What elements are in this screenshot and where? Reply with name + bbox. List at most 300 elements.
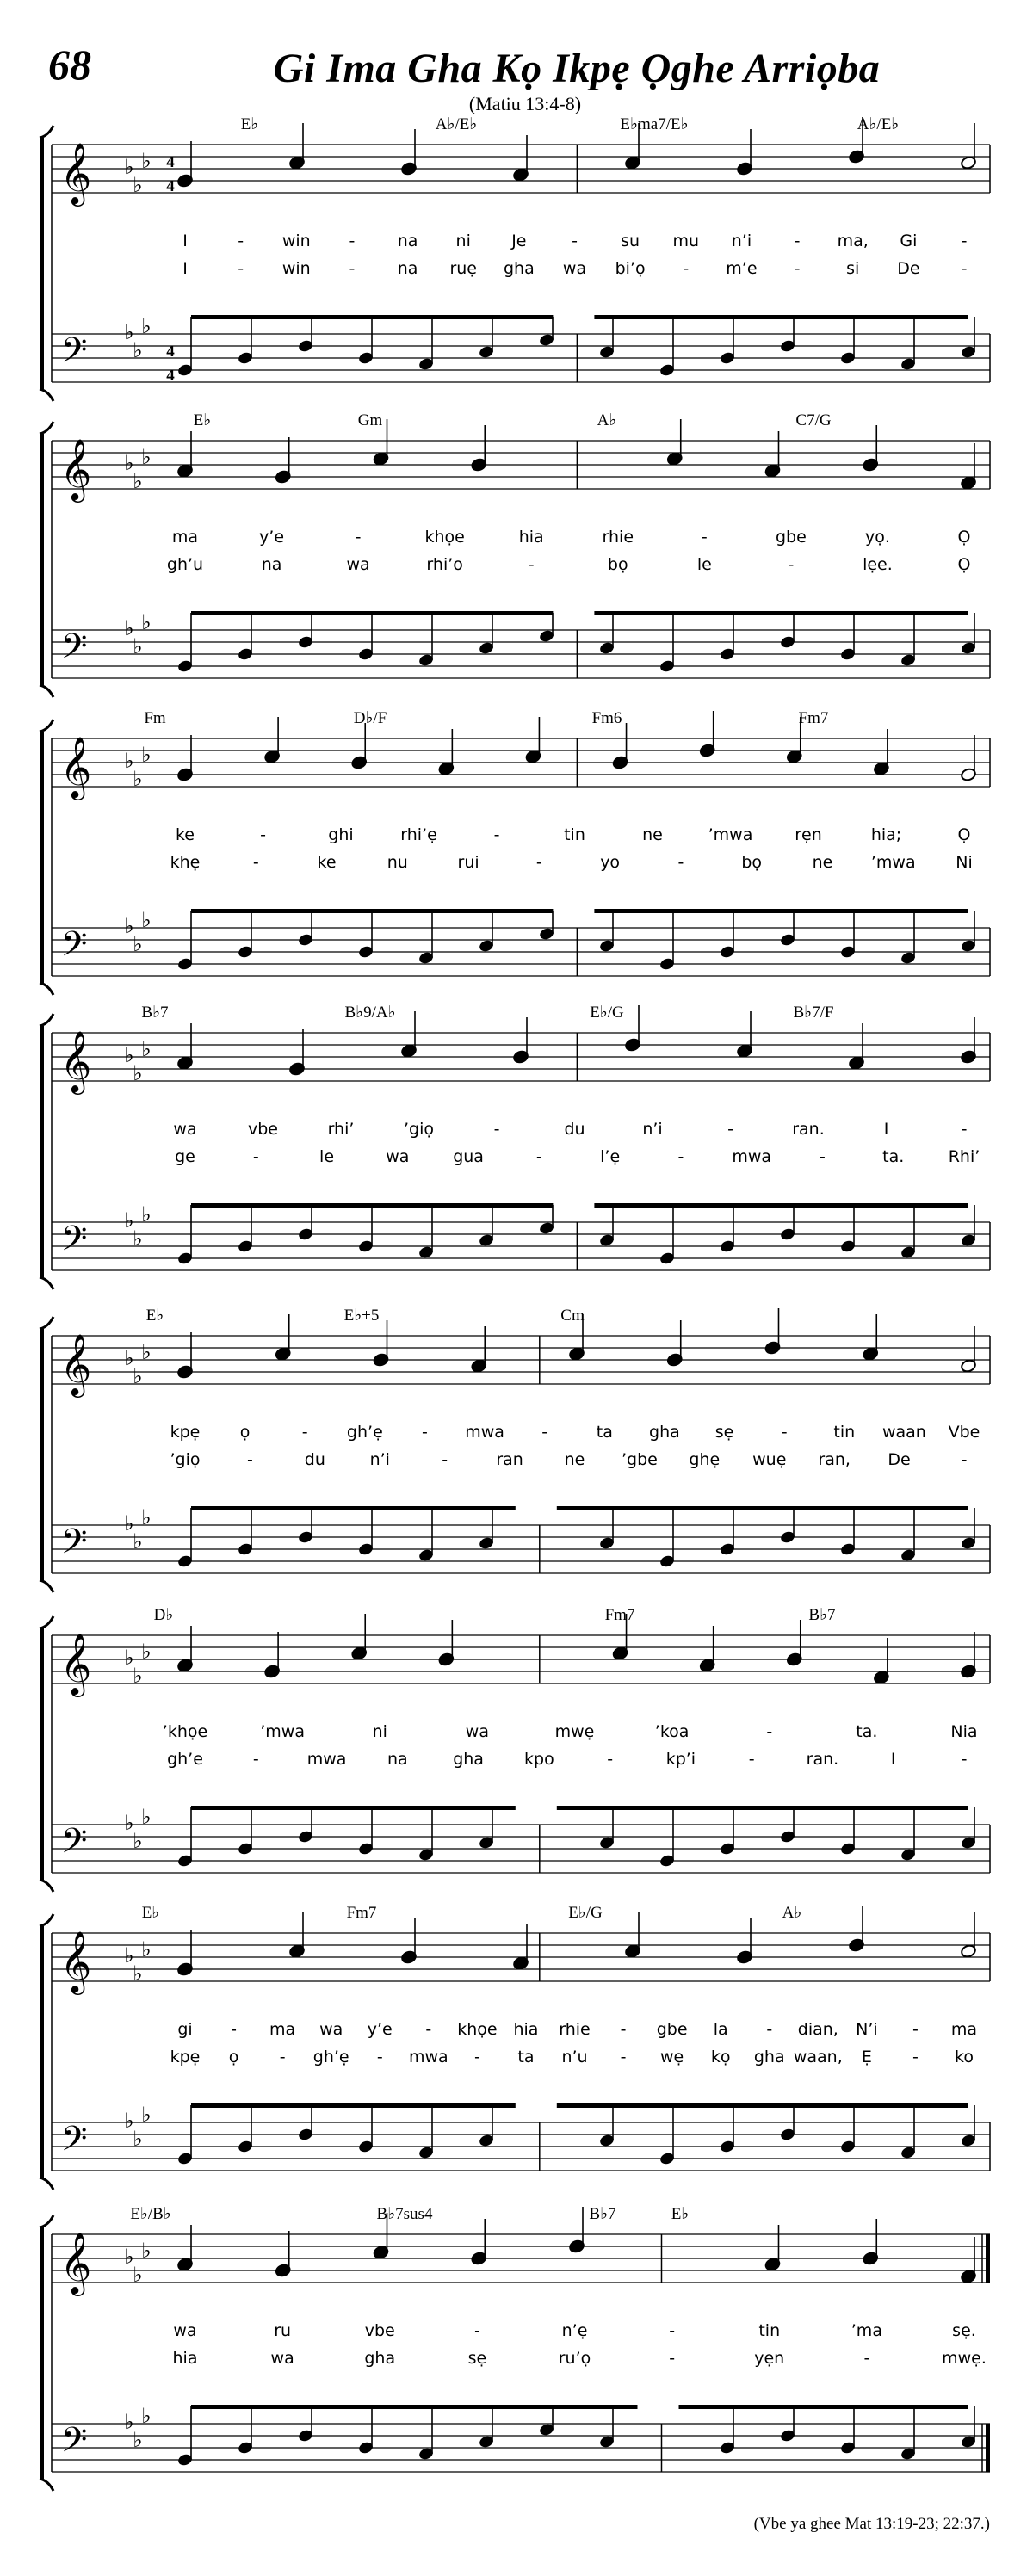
bracket-hook	[40, 1014, 53, 1026]
lyric-verse-2-syllable: mwẹ.	[942, 2349, 987, 2368]
lyric-verse-1-syllable: -	[493, 1120, 500, 1139]
key-signature-flat: ♭	[124, 1511, 134, 1535]
chord-symbol: B♭7	[589, 2205, 616, 2223]
lyric-verse-1-syllable: n’ẹ	[561, 2321, 588, 2340]
lyric-verse-1-syllable: tin	[758, 2321, 781, 2340]
bracket-hook	[40, 1616, 53, 1628]
chord-symbol: Fm7	[798, 709, 829, 727]
lyric-verse-1-syllable: gi	[177, 2020, 193, 2039]
lyric-verse-1-syllable: rhi’	[327, 1120, 355, 1139]
lyric-verse-2-syllable: -	[748, 1750, 755, 1769]
key-signature-flat: ♭	[141, 908, 152, 932]
lyric-verse-2-syllable: kpẹ	[170, 2048, 201, 2066]
lyric-verse-2-syllable: gha	[753, 2048, 785, 2066]
lyric-verse-1-syllable: ta	[596, 1423, 613, 1442]
lyric-verse-2-syllable: Ọ	[957, 555, 971, 574]
chord-symbol: Cm	[560, 1307, 585, 1325]
key-signature-flat: ♭	[124, 1208, 134, 1232]
lyric-verse-1-syllable: ’khọe	[162, 1722, 208, 1741]
lyric-verse-2-syllable: lẹe.	[863, 555, 893, 574]
key-signature-flat: ♭	[124, 2410, 134, 2434]
lyric-verse-1-syllable: ke	[175, 825, 195, 844]
lyric-verse-1-syllable: ọ	[239, 1423, 251, 1442]
chord-symbol: E♭+5	[343, 1307, 380, 1325]
lyric-verse-2-syllable: ne	[564, 1450, 585, 1469]
lyric-verse-1-syllable: -	[231, 2020, 237, 2039]
chord-symbol: E♭/G	[590, 1004, 624, 1022]
lyric-verse-1-syllable: ru	[274, 2321, 292, 2340]
bass-clef: 𝄢	[60, 2119, 88, 2167]
time-signature-denominator: 4	[166, 177, 175, 195]
chord-symbol: B♭7/F	[793, 1004, 834, 1022]
lyric-verse-2-syllable: -	[376, 2048, 383, 2066]
key-signature-flat: ♭	[133, 1961, 143, 1986]
lyric-verse-1-syllable: -	[781, 1423, 788, 1442]
lyric-verse-2-syllable: Ni	[956, 853, 973, 872]
beam	[191, 1506, 516, 1510]
key-signature-flat: ♭	[133, 1364, 143, 1388]
lyric-verse-1-syllable: vbe	[248, 1120, 278, 1139]
lyric-verse-1-syllable: -	[701, 528, 708, 547]
key-signature-flat: ♭	[141, 1037, 152, 1061]
lyric-verse-1-syllable: rẹn	[795, 825, 822, 844]
lyric-verse-1-syllable: Ọ	[957, 528, 971, 547]
lyric-verse-1-syllable: vbe	[364, 2321, 395, 2340]
key-signature-flat: ♭	[141, 445, 152, 469]
beam	[191, 1203, 553, 1208]
lyric-verse-1-syllable: rhi’ẹ	[400, 825, 437, 844]
lyric-verse-1-syllable: wa	[173, 1120, 197, 1139]
lyric-verse-1-syllable: ma	[269, 2020, 296, 2039]
chord-symbol: B♭7	[808, 1606, 836, 1624]
chord-symbol: E♭	[240, 115, 259, 133]
footnote-reference: (Vbe ya ghee Mat 13:19-23; 22:37.)	[753, 2515, 990, 2533]
key-signature-flat: ♭	[124, 616, 134, 640]
system-bracket	[40, 1329, 44, 1580]
system-bracket	[40, 732, 44, 983]
lyric-verse-1-syllable: -	[766, 2020, 773, 2039]
lyric-verse-1-syllable: rhie	[559, 2020, 591, 2039]
key-signature-flat: ♭	[141, 1640, 152, 1664]
lyric-verse-2-syllable: le	[696, 555, 712, 574]
lyric-verse-2-syllable: ru’ọ	[558, 2349, 591, 2368]
lyric-verse-1-syllable: khọe	[457, 2020, 498, 2039]
key-signature-flat: ♭	[124, 1646, 134, 1670]
lyric-verse-2-syllable: rhi’o	[426, 555, 463, 574]
lyric-verse-2-syllable: Ẹ	[861, 2048, 872, 2066]
lyric-verse-1-syllable: -	[912, 2020, 919, 2039]
chord-symbol: B♭7sus4	[376, 2205, 433, 2223]
beam	[557, 1806, 968, 1810]
lyric-verse-2-syllable: -	[863, 2349, 870, 2368]
lyric-verse-1-syllable: mu	[672, 232, 700, 250]
lyric-verse-1-syllable: -	[425, 2020, 432, 2039]
lyric-verse-1-syllable: mwa	[465, 1423, 504, 1442]
key-signature-flat: ♭	[124, 320, 134, 344]
chord-symbol: Fm7	[604, 1606, 635, 1624]
key-signature-flat: ♭	[124, 1346, 134, 1370]
lyric-verse-2-syllable: -	[252, 1147, 259, 1166]
lyric-verse-2-syllable: -	[912, 2048, 919, 2066]
bass-clef: 𝄢	[60, 1821, 88, 1869]
lyric-verse-2-syllable: ọ	[228, 2048, 239, 2066]
key-signature-flat: ♭	[141, 314, 152, 338]
chord-symbol: Gm	[357, 411, 383, 429]
chord-symbol: Fm	[144, 709, 166, 727]
lyric-verse-1-syllable: wa	[173, 2321, 197, 2340]
staff-system	[40, 411, 990, 697]
lyric-verse-1-syllable: Gi	[900, 232, 918, 250]
lyric-verse-2-syllable: gh’u	[166, 555, 204, 574]
lyric-verse-2-syllable: -	[677, 1147, 684, 1166]
lyric-verse-2-syllable: gha	[503, 259, 535, 278]
lyric-verse-2-syllable: ran.	[806, 1750, 839, 1769]
lyric-verse-2-syllable: wa	[386, 1147, 410, 1166]
lyric-verse-1-syllable: -	[766, 1722, 773, 1741]
key-signature-flat: ♭	[141, 1505, 152, 1529]
lyric-verse-1-syllable: -	[727, 1120, 733, 1139]
key-signature-flat: ♭	[133, 767, 143, 791]
lyric-verse-1-syllable: Vbe	[948, 1423, 980, 1442]
chord-symbol: A♭	[782, 1904, 802, 1922]
lyric-verse-2-syllable: khẹ	[170, 853, 201, 872]
lyric-verse-2-syllable: m’e	[726, 259, 758, 278]
lyric-verse-2-syllable: -	[788, 555, 795, 574]
hymn-title: Gi Ima Gha Kọ Ikpẹ Ọghe Arriọba	[273, 46, 881, 91]
lyric-verse-2-syllable: mwa	[306, 1750, 347, 1769]
time-signature-denominator: 4	[166, 367, 175, 385]
lyric-verse-2-syllable: -	[683, 259, 690, 278]
beam	[594, 1203, 968, 1208]
system-bracket	[40, 434, 44, 685]
lyric-verse-1-syllable: gh’ẹ	[346, 1423, 383, 1442]
lyric-verse-1-syllable: ta.	[856, 1722, 878, 1741]
lyric-verse-2-syllable: -	[442, 1450, 448, 1469]
lyric-verse-1-syllable: ’giọ	[403, 1120, 435, 1139]
lyric-verse-1-syllable: -	[961, 232, 968, 250]
chord-symbol: A♭/E♭	[435, 115, 478, 133]
staff-system	[40, 1606, 990, 1892]
key-signature-flat: ♭	[133, 2263, 143, 2287]
bass-clef: 𝄢	[60, 924, 88, 973]
chord-symbol: D♭/F	[353, 709, 387, 727]
lyric-verse-1-syllable: ’mwa	[260, 1722, 305, 1741]
lyric-verse-2-syllable: gh’ẹ	[312, 2048, 349, 2066]
lyric-verse-1-syllable: Nia	[950, 1722, 978, 1741]
key-signature-flat: ♭	[141, 1340, 152, 1364]
treble-clef: 𝄞	[59, 1332, 92, 1395]
bracket-hook	[40, 983, 53, 995]
lyric-verse-2-syllable: si	[846, 259, 860, 278]
key-signature-flat: ♭	[133, 1226, 143, 1251]
lyric-verse-1-syllable: waan	[881, 1423, 926, 1442]
treble-clef: 𝄞	[59, 1930, 92, 1992]
key-signature-flat: ♭	[141, 1805, 152, 1829]
lyric-verse-1-syllable: kpẹ	[170, 1423, 201, 1442]
lyric-verse-2-syllable: ge	[175, 1147, 195, 1166]
lyric-verse-1-syllable: sẹ	[714, 1423, 734, 1442]
lyric-verse-1-syllable: -	[620, 2020, 627, 2039]
lyric-verse-1-syllable: Ọ	[957, 825, 971, 844]
lyric-verse-2-syllable: n’i	[369, 1450, 390, 1469]
lyric-verse-1-syllable: -	[422, 1423, 428, 1442]
beam	[191, 909, 553, 913]
lyric-verse-1-syllable: ma,	[837, 232, 869, 250]
chord-symbol: E♭ma7/E♭	[620, 115, 689, 133]
bass-clef: 𝄢	[60, 1219, 88, 1267]
lyric-verse-2-syllable: -	[535, 1147, 542, 1166]
key-signature-flat: ♭	[133, 2127, 143, 2151]
chord-symbol: E♭	[141, 1904, 160, 1922]
lyric-verse-1-syllable: tin	[564, 825, 585, 844]
lyric-verse-2-syllable: ran	[496, 1450, 523, 1469]
lyric-verse-2-syllable: na	[261, 555, 282, 574]
lyric-verse-1-syllable: I	[182, 232, 188, 250]
lyric-verse-1-syllable: du	[564, 1120, 585, 1139]
lyric-verse-1-syllable: dian,	[797, 2020, 838, 2039]
chord-symbol: A♭	[597, 411, 617, 429]
key-signature-flat: ♭	[133, 1664, 143, 1688]
key-signature-flat: ♭	[124, 2245, 134, 2269]
lyric-verse-2-syllable: ke	[317, 853, 337, 872]
key-signature-flat: ♭	[141, 743, 152, 767]
bracket-hook	[40, 2215, 53, 2227]
lyric-verse-2-syllable: I	[182, 259, 188, 278]
lyric-verse-2-syllable: ne	[812, 853, 833, 872]
lyric-verse-2-syllable: bi’ọ	[615, 259, 646, 278]
lyric-verse-1-syllable: n’i	[731, 232, 752, 250]
lyric-verse-1-syllable: su	[621, 232, 640, 250]
lyric-verse-2-syllable: bọ	[607, 555, 628, 574]
lyric-verse-1-syllable: ma	[171, 528, 199, 547]
lyric-verse-2-syllable: -	[677, 853, 684, 872]
lyric-verse-2-syllable: yẹn	[754, 2349, 785, 2368]
lyric-verse-2-syllable: sẹ	[467, 2349, 487, 2368]
lyric-verse-1-syllable: -	[669, 2321, 676, 2340]
lyric-verse-2-syllable: kp’i	[665, 1750, 696, 1769]
lyric-verse-1-syllable: khọe	[424, 528, 465, 547]
lyric-verse-1-syllable: rhie	[602, 528, 634, 547]
lyric-verse-1-syllable: y’e	[259, 528, 285, 547]
lyric-verse-2-syllable: ’gbe	[621, 1450, 658, 1469]
treble-clef: 𝄞	[59, 735, 92, 798]
lyric-verse-1-syllable: wa	[319, 2020, 343, 2039]
chord-symbol: E♭/B♭	[130, 2205, 171, 2223]
lyric-verse-1-syllable: -	[473, 2321, 480, 2340]
lyric-verse-2-syllable: ran,	[818, 1450, 851, 1469]
staff-system	[40, 115, 990, 401]
lyric-verse-2-syllable: -	[279, 2048, 286, 2066]
treble-clef: 𝄞	[59, 2231, 92, 2294]
hymn-number: 68	[48, 40, 91, 89]
lyric-verse-2-syllable: le	[319, 1147, 335, 1166]
lyric-verse-2-syllable: wẹ	[660, 2048, 684, 2066]
bracket-hook	[40, 1317, 53, 1329]
bass-clef: 𝄢	[60, 2420, 88, 2468]
lyric-verse-2-syllable: ruẹ	[449, 259, 477, 278]
treble-clef: 𝄞	[59, 1029, 92, 1092]
beam	[191, 2405, 638, 2409]
lyric-verse-2-syllable: ta.	[882, 1147, 905, 1166]
chord-symbol: A♭/E♭	[857, 115, 900, 133]
lyric-verse-2-syllable: hia	[172, 2349, 198, 2368]
bracket-hook	[40, 389, 53, 401]
lyric-verse-2-syllable: na	[387, 1750, 408, 1769]
lyric-verse-2-syllable: Rhi’	[948, 1147, 980, 1166]
bracket-hook	[40, 1277, 53, 1289]
lyric-verse-1-syllable: ’mwa	[708, 825, 753, 844]
lyric-verse-1-syllable: gha	[649, 1423, 680, 1442]
system-bracket	[40, 138, 44, 389]
lyric-verse-1-syllable: ne	[642, 825, 663, 844]
lyric-verse-1-syllable: -	[301, 1423, 308, 1442]
lyric-verse-1-syllable: ’koa	[654, 1722, 690, 1741]
lyric-verse-1-syllable: -	[238, 232, 244, 250]
beam	[191, 1806, 516, 1810]
lyric-verse-1-syllable: -	[349, 232, 356, 250]
lyric-verse-2-syllable: ta	[517, 2048, 535, 2066]
lyric-verse-1-syllable: ran.	[792, 1120, 825, 1139]
bracket-hook	[40, 2479, 53, 2491]
lyric-verse-2-syllable: -	[820, 1147, 826, 1166]
system-bracket	[40, 2227, 44, 2479]
staff-system	[40, 1004, 990, 1289]
lyric-verse-1-syllable: Je	[511, 232, 527, 250]
staff-system	[40, 709, 990, 995]
beam	[594, 611, 968, 615]
lyric-verse-1-syllable: -	[961, 1120, 968, 1139]
key-signature-flat: ♭	[141, 1937, 152, 1961]
beam	[594, 909, 968, 913]
lyric-verse-2-syllable: -	[669, 2349, 676, 2368]
lyric-verse-1-syllable: -	[541, 1423, 548, 1442]
lyric-verse-1-syllable: -	[493, 825, 500, 844]
chord-symbol: B♭7	[141, 1004, 169, 1022]
lyric-verse-2-syllable: nu	[387, 853, 408, 872]
lyric-verse-1-syllable: la	[713, 2020, 728, 2039]
system-bracket	[40, 1026, 44, 1277]
lyric-verse-2-syllable: ’giọ	[170, 1450, 201, 1469]
lyric-verse-1-syllable: -	[260, 825, 266, 844]
lyric-verse-1-syllable: hia	[513, 2020, 539, 2039]
lyric-verse-1-syllable: ma	[950, 2020, 978, 2039]
beam	[557, 1506, 968, 1510]
lyric-verse-2-syllable: -	[238, 259, 244, 278]
lyric-verse-2-syllable: n’u	[561, 2048, 588, 2066]
key-signature-flat: ♭	[141, 149, 152, 173]
lyric-verse-1-syllable: -	[355, 528, 362, 547]
key-signature-flat: ♭	[141, 2103, 152, 2127]
beam	[191, 2103, 516, 2108]
lyric-verse-2-syllable: mwa	[408, 2048, 448, 2066]
chord-symbol: E♭	[193, 411, 212, 429]
lyric-verse-2-syllable: -	[607, 1750, 614, 1769]
chord-symbol: E♭/G	[568, 1904, 603, 1922]
lyric-verse-2-syllable: -	[961, 1750, 968, 1769]
lyric-verse-2-syllable: yo	[600, 853, 621, 872]
bass-clef: 𝄢	[60, 627, 88, 675]
lyric-verse-2-syllable: ghẹ	[689, 1450, 721, 1469]
key-signature-flat: ♭	[141, 2239, 152, 2263]
lyric-verse-2-syllable: De	[897, 259, 920, 278]
lyric-verse-1-syllable: ni	[455, 232, 471, 250]
lyric-verse-1-syllable: I	[883, 1120, 889, 1139]
scripture-reference: (Matiu 13:4-8)	[468, 93, 582, 114]
system-bracket	[40, 1926, 44, 2178]
lyric-verse-1-syllable: hia;	[870, 825, 902, 844]
bracket-hook	[40, 1914, 53, 1926]
lyric-verse-2-syllable: ko	[955, 2048, 974, 2066]
staff-system	[40, 2205, 990, 2491]
bass-clef: 𝄢	[60, 330, 88, 379]
key-signature-flat: ♭	[124, 2109, 134, 2133]
system-bracket	[40, 1628, 44, 1880]
beam	[191, 611, 553, 615]
bracket-hook	[40, 720, 53, 732]
lyric-verse-2-syllable: rui	[457, 853, 479, 872]
lyric-verse-2-syllable: -	[252, 853, 259, 872]
key-signature-flat: ♭	[124, 1811, 134, 1835]
key-signature-flat: ♭	[124, 155, 134, 179]
treble-clef: 𝄞	[59, 141, 92, 204]
key-signature-flat: ♭	[133, 1061, 143, 1085]
lyric-verse-2-syllable: mwa	[732, 1147, 772, 1166]
key-signature-flat: ♭	[124, 1043, 134, 1067]
lyric-verse-2-syllable: -	[620, 2048, 627, 2066]
beam	[191, 315, 553, 319]
lyric-verse-1-syllable: win	[281, 232, 311, 250]
key-signature-flat: ♭	[133, 2428, 143, 2452]
lyric-verse-2-syllable: -	[252, 1750, 259, 1769]
chord-symbol: C7/G	[795, 411, 832, 429]
lyric-verse-2-syllable: -	[528, 555, 535, 574]
key-signature-flat: ♭	[133, 1529, 143, 1554]
time-signature-numerator: 4	[166, 153, 175, 171]
lyric-verse-1-syllable: y’e	[367, 2020, 393, 2039]
lyric-verse-2-syllable: na	[397, 259, 418, 278]
lyric-verse-2-syllable: -	[535, 853, 542, 872]
lyric-verse-2-syllable: gh’e	[167, 1750, 203, 1769]
final-barline-thick	[986, 2424, 990, 2472]
key-signature-flat: ♭	[133, 469, 143, 493]
chord-symbol: E♭	[145, 1307, 164, 1325]
bracket-hook	[40, 422, 53, 434]
time-signature-numerator: 4	[166, 343, 175, 361]
chord-symbol: D♭	[153, 1606, 174, 1624]
treble-clef: 𝄞	[59, 1632, 92, 1695]
key-signature-flat: ♭	[124, 451, 134, 475]
lyric-verse-2-syllable: I	[890, 1750, 896, 1769]
lyric-verse-1-syllable: gbe	[656, 2020, 688, 2039]
beam	[679, 2405, 969, 2409]
lyric-verse-2-syllable: gha	[364, 2349, 396, 2368]
staff-system	[40, 1307, 990, 1592]
bass-clef: 𝄢	[60, 1522, 88, 1570]
lyric-verse-1-syllable: ghi	[328, 825, 354, 844]
key-signature-flat: ♭	[141, 2404, 152, 2428]
final-barline-thick	[986, 2234, 990, 2283]
bracket-hook	[40, 2178, 53, 2190]
lyric-verse-1-syllable: ’ma	[851, 2321, 882, 2340]
lyric-verse-2-syllable: wa	[346, 555, 370, 574]
chord-symbol: Fm7	[346, 1904, 377, 1922]
key-signature-flat: ♭	[124, 1943, 134, 1968]
lyric-verse-2-syllable: l’ẹ	[600, 1147, 621, 1166]
lyric-verse-2-syllable: -	[246, 1450, 253, 1469]
chord-symbol: E♭	[671, 2205, 690, 2223]
lyric-verse-2-syllable: ’mwa	[870, 853, 916, 872]
lyric-verse-2-syllable: wa	[562, 259, 587, 278]
